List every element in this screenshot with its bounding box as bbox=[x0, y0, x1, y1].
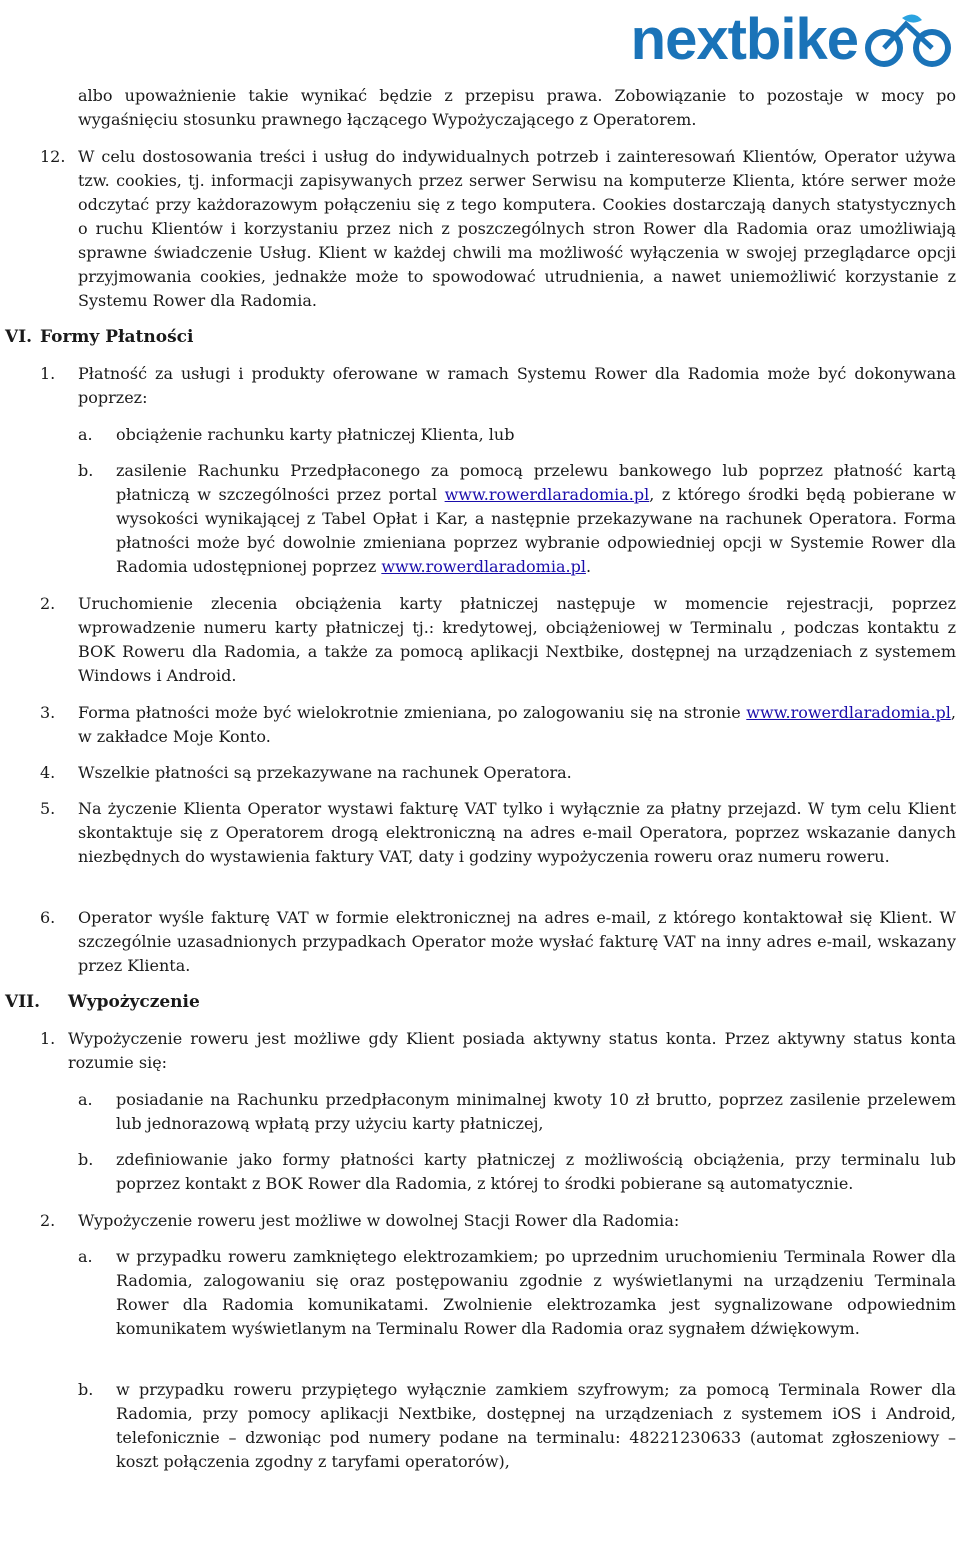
subitem-letter: b. bbox=[78, 1150, 94, 1169]
portal-link[interactable]: www.rowerdlaradomia.pl bbox=[746, 703, 951, 722]
subitem-letter: a. bbox=[78, 1090, 93, 1109]
nextbike-logo bbox=[554, 7, 954, 72]
payment-item-1b: zasilenie Rachunku Przedpłaconego za pomocą przelewu bankowego lub poprzez płatność kartą płatniczą w szczególności przez portal www.rowerdlaradomia.pl, z którego środki będą pobierane w wysokości wynikającej z Tabel Opłat i Kar, a następnie przekazywane na rachunek Operatora. Forma płatności może być dowolnie zmieniana poprzez wybranie odpowiedniej opcji w Systemie Rower dla Radomia udostępnionej poprzez www.rowerdlaradomia.pl. bbox=[116, 461, 957, 576]
section-number: VI. bbox=[5, 327, 33, 347]
item-number: 6. bbox=[40, 908, 56, 927]
payment-item-1: Płatność za usługi i produkty oferowane w ramach Systemu Rower dla Radomia może być dokonywana poprzez: bbox=[78, 364, 956, 407]
item-number: 4. bbox=[40, 763, 56, 782]
subitem-letter: b. bbox=[78, 461, 94, 480]
subitem-letter: a. bbox=[78, 1247, 93, 1266]
logo-text: nextbike bbox=[630, 7, 858, 72]
item-number: 1. bbox=[40, 364, 56, 383]
paragraph-cookies: W celu dostosowania treści i usług do indywidualnych potrzeb i zainteresowań Klientów, Operator używa tzw. cookies, tj. informacji zapisywanych przez serwer Serwisu na komputerze Klienta, które serwer może odczytać przy każdorazowym połączeniu się z tego komputera. Cookies dostarczają danych statystycznych o ruchu Klientów i korzystaniu przez nich z poszczególnych stron Rower dla Radomia oraz umożliwiają sprawne świadczenie Usług. Klient w każdej chwili ma możliwość wyłączenia w swojej przeglądarce opcji przyjmowania cookies, jednakże może to spowodować utrudnienia, a nawet uniemożliwić korzystanie z Systemu Rower dla Radomia. bbox=[78, 147, 956, 310]
item-number: 1. bbox=[40, 1029, 56, 1048]
payment-item-6: Operator wyśle fakturę VAT w formie elektronicznej na adres e-mail, z którego kontaktował się Klient. W szczególnie uzasadnionych przypadkach Operator może wysłać fakturę VAT na inny adres e-mail, wskazany przez Klienta. bbox=[78, 908, 956, 975]
rental-item-1: Wypożyczenie roweru jest możliwe gdy Klient posiada aktywny status konta. Przez aktywny status konta rozumie się: bbox=[68, 1029, 956, 1072]
section-heading-rental: Wypożyczenie bbox=[68, 992, 200, 1012]
bicycle-icon bbox=[862, 12, 954, 68]
section-heading-payment: Formy Płatności bbox=[40, 327, 194, 347]
rental-item-2a: w przypadku roweru zamkniętego elektrozamkiem; po uprzednim uruchomieniu Terminala Rower dla Radomia, zalogowaniu się oraz postępowaniu zgodnie z wyświetlanymi na urządzeniu Terminala Rower dla Radomia komunikatami. Zwolnienie elektrozamka jest sygnalizowane odpowiednim komunikatem wyświetlanym na Terminalu Rower dla Radomia oraz sygnałem dźwiękowym. bbox=[116, 1247, 956, 1338]
subitem-letter: a. bbox=[78, 425, 93, 444]
payment-item-4: Wszelkie płatności są przekazywane na rachunek Operatora. bbox=[78, 763, 572, 782]
portal-link[interactable]: www.rowerdlaradomia.pl bbox=[381, 557, 586, 576]
rental-item-2b: w przypadku roweru przypiętego wyłącznie zamkiem szyfrowym; za pomocą Terminala Rower dla Radomia, przy pomocy aplikacji Nextbike, dostępnej na urządzeniach z systemem iOS i Android, telefonicznie – dzwoniąc pod numery podane na terminalu: 48221230633 (automat zgłoszeniowy – koszt połączenia zgodny z taryfami operatorów), bbox=[116, 1380, 956, 1471]
item-number: 3. bbox=[40, 703, 56, 722]
item-number: 2. bbox=[40, 1211, 56, 1230]
portal-link[interactable]: www.rowerdlaradomia.pl bbox=[444, 485, 650, 504]
rental-item-1a: posiadanie na Rachunku przedpłaconym minimalnej kwoty 10 zł brutto, poprzez zasilenie przelewem lub jednorazową wpłatą przy użyciu karty płatniczej, bbox=[116, 1090, 956, 1133]
paragraph-continuation: albo upoważnienie takie wynikać będzie z przepisu prawa. Zobowiązanie to pozostaje w mocy po wygaśnięciu stosunku prawnego łączącego Wypożyczającego z Operatorem. bbox=[78, 86, 956, 129]
item-number: 12. bbox=[40, 147, 66, 166]
payment-item-1a: obciążenie rachunku karty płatniczej Klienta, lub bbox=[116, 425, 515, 444]
section-number: VII. bbox=[5, 992, 41, 1012]
item-number: 2. bbox=[40, 594, 56, 613]
payment-item-5: Na życzenie Klienta Operator wystawi fakturę VAT tylko i wyłącznie za płatny przejazd. W tym celu Klient skontaktuje się z Operatorem drogą elektroniczną na adres e-mail Operatora, poprzez wskazanie danych niezbędnych do wystawienia faktury VAT, daty i godziny wypożyczenia roweru oraz numeru roweru. bbox=[78, 799, 956, 866]
rental-item-2: Wypożyczenie roweru jest możliwe w dowolnej Stacji Rower dla Radomia: bbox=[78, 1211, 680, 1230]
payment-item-2: Uruchomienie zlecenia obciążenia karty płatniczej następuje w momencie rejestracji, poprzez wprowadzenie numeru karty płatniczej tj.: kredytowej, obciążeniowej w Terminalu , podczas kontaktu z BOK Roweru dla Radomia, a także za pomocą aplikacji Nextbike, dostępnej na urządzeniach z systemem Windows i Android. bbox=[78, 594, 956, 685]
item-number: 5. bbox=[40, 799, 56, 818]
payment-item-3: Forma płatności może być wielokrotnie zmieniana, po zalogowaniu się na stronie www.rowerdlaradomia.pl, w zakładce Moje Konto. bbox=[78, 703, 956, 746]
subitem-letter: b. bbox=[78, 1380, 94, 1399]
rental-item-1b: zdefiniowanie jako formy płatności karty płatniczej z możliwością obciążenia, przy terminalu lub poprzez kontakt z BOK Rower dla Radomia, z której to środki pobierane są automatycznie. bbox=[116, 1150, 956, 1193]
